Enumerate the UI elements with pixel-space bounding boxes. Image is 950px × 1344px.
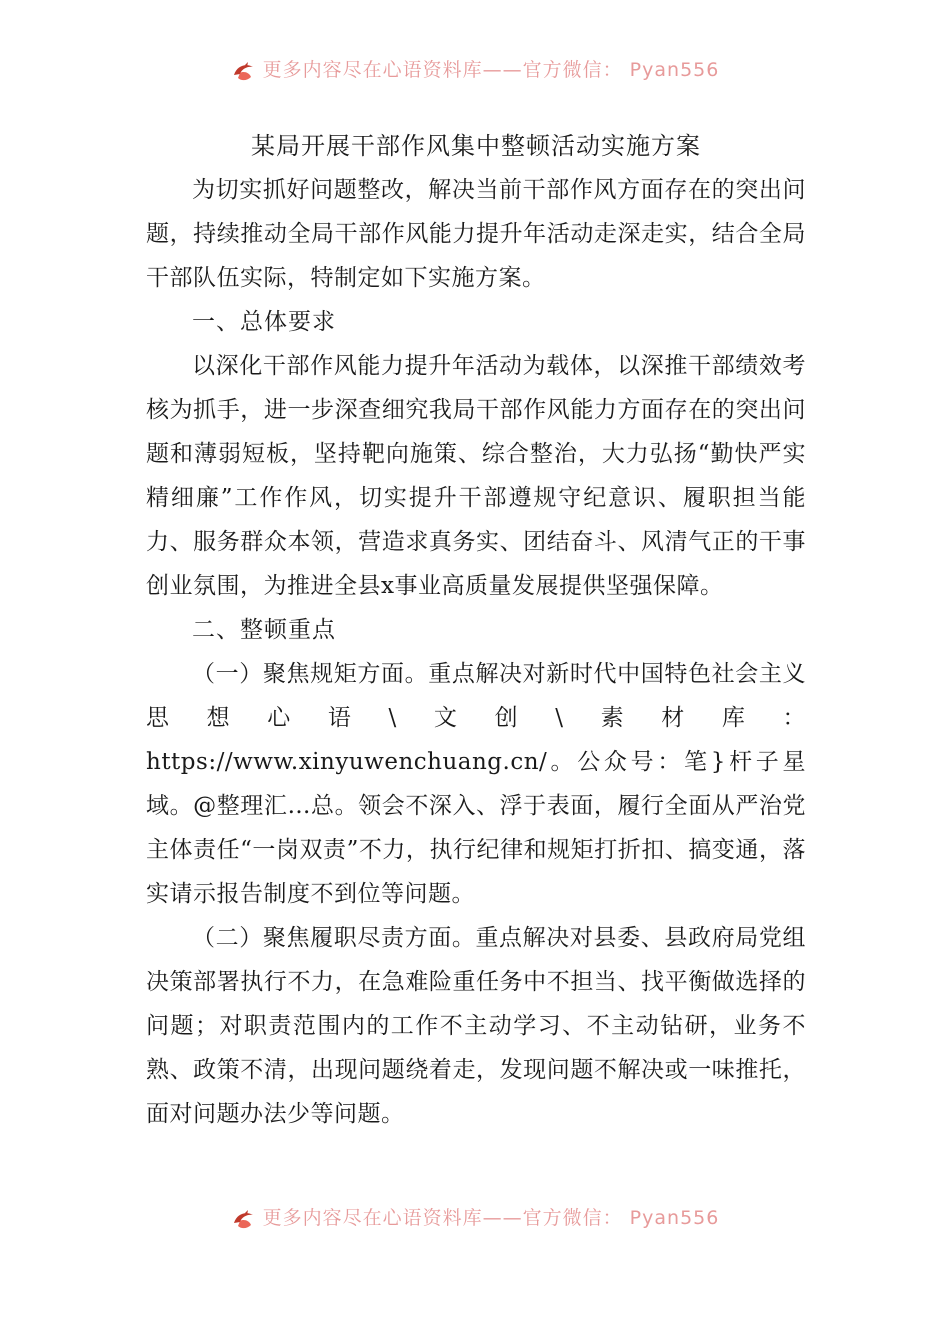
footer-watermark-banner (0, 1206, 950, 1234)
brand-logo-icon (231, 61, 257, 83)
header-watermark-banner (0, 58, 950, 86)
document-body (146, 124, 806, 1136)
focus-duty-paragraph: （二）聚焦履职尽责方面。重点解决对县委、县政府局党组决策部署执行不力，在急难险重任务中不担当、找平衡做选择的问题；对职责范围内的工作不主动学习、不主动钻研，业务不熟、政策不清，出现问题绕着走，发现问题不解决或一味推托，面对问题办法少等问题。 (146, 925, 806, 1127)
document-title: 某局开展干部作风集中整顿活动实施方案 (251, 132, 701, 160)
section-heading-rectification-focus: 二、整顿重点 (192, 617, 336, 643)
intro-paragraph: 为切实抓好问题整改，解决当前干部作风方面存在的突出问题，持续推动全局干部作风能力提升年活动走深走实，结合全局干部队伍实际，特制定如下实施方案。 (146, 177, 806, 291)
brand-logo-icon (231, 1209, 257, 1231)
watermark-text: 更多内容尽在心语资料库——官方微信： Pyan556 (262, 1206, 720, 1229)
watermark-text: 更多内容尽在心语资料库——官方微信： Pyan556 (262, 58, 720, 81)
general-requirements-paragraph: 以深化干部作风能力提升年活动为载体，以深推干部绩效考核为抓手，进一步深查细究我局干部作风能力方面存在的突出问题和薄弱短板，坚持靶向施策、综合整治，大力弘扬“勤快严实精细廉”工作作风，切实提升干部遵规守纪意识、履职担当能力、服务群众本领，营造求真务实、团结奋斗、风清气正的干事创业氛围，为推进全县x事业高质量发展提供坚强保障。 (146, 353, 806, 599)
focus-rules-paragraph: （一）聚焦规矩方面。重点解决对新时代中国特色社会主义思想心语\文创\素材库：https://www.xinyuwenchuang.cn/。公众号：笔}杆子星域。@整理汇…总。领会不深入、浮于表面，履行全面从严治党主体责任“一岗双责”不力，执行纪律和规矩打折扣、搞变通，落实请示报告制度不到位等问题。 (146, 661, 806, 907)
section-heading-general-requirements: 一、总体要求 (192, 309, 336, 335)
